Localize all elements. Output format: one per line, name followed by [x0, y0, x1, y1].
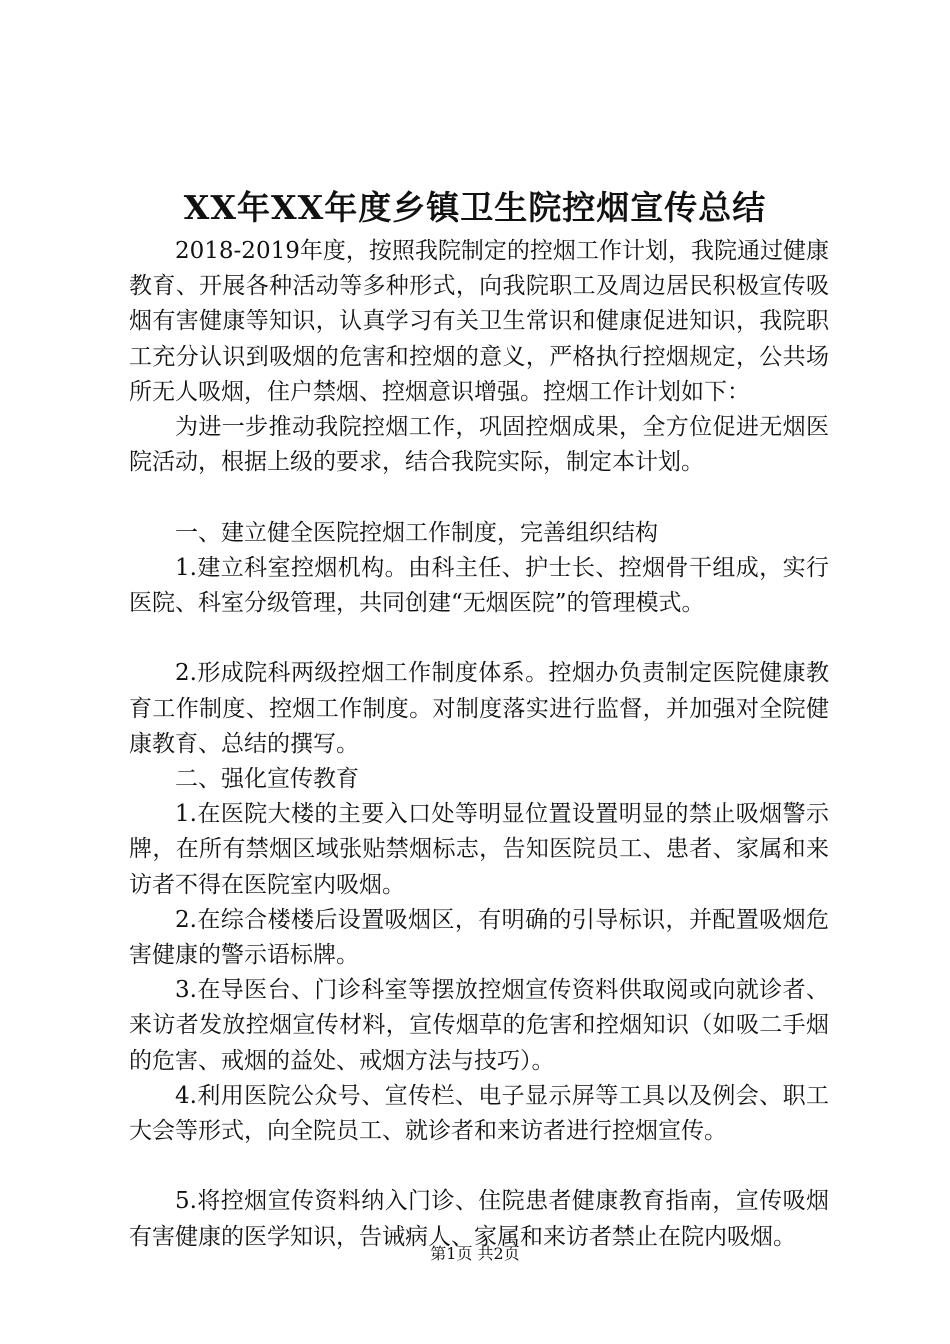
- list-item-2-4: 4.利用医院公众号、宣传栏、电子显示屏等工具以及例会、职工大会等形式，向全院员工、就诊者和来访者进行控烟宣传。: [129, 1082, 829, 1145]
- list-item-1-2: 2.形成院科两级控烟工作制度体系。控烟办负责制定医院健康教育工作制度、控烟工作制度。对制度落实进行监督，并加强对全院健康教育、总结的撰写。: [129, 660, 829, 757]
- paragraph-intro: 2018-2019年度，按照我院制定的控烟工作计划，我院通过健康教育、开展各种活动等多种形式，向我院职工及周边居民积极宣传吸烟有害健康等知识，认真学习有关卫生常识和健康促进知识，我院职工充分认识到吸烟的危害和控烟的意义，严格执行控烟规定，公共场所无人吸烟，住户禁烟、控烟意识增强。控烟工作计划如下：: [129, 238, 829, 405]
- page-number-footer: 第1页 共2页: [430, 1244, 520, 1263]
- paragraph-plan-purpose: 为进一步推动我院控烟工作，巩固控烟成果，全方位促进无烟医院活动，根据上级的要求，结合我院实际，制定本计划。: [129, 414, 829, 476]
- paragraph-gap: [129, 480, 829, 515]
- list-item-1-1: 1.建立科室控烟机构。由科主任、护士长、控烟骨干组成，实行医院、科室分级管理，共同创建“无烟医院”的管理模式。: [129, 554, 829, 617]
- list-item-2-1: 1.在医院大楼的主要入口处等明显位置设置明显的禁止吸烟警示牌，在所有禁烟区域张贴禁烟标志，告知医院员工、患者、家属和来访者不得在医院室内吸烟。: [129, 801, 829, 898]
- paragraph-gap: [129, 1149, 829, 1184]
- section-heading-2: 二、强化宣传教育: [175, 766, 359, 793]
- document-title: XX年XX年度乡镇卫生院控烟宣传总结: [183, 188, 767, 227]
- paragraph-gap: [129, 621, 829, 656]
- list-item-2-3: 3.在导医台、门诊科室等摆放控烟宣传资料供取阅或向就诊者、来访者发放控烟宣传材料，宣传烟草的危害和控烟知识（如吸二手烟的危害、戒烟的益处、戒烟方法与技巧）。: [129, 977, 829, 1074]
- list-item-2-2: 2.在综合楼楼后设置吸烟区，有明确的引导标识，并配置吸烟危害健康的警示语标牌。: [129, 906, 829, 969]
- section-heading-1: 一、建立健全医院控烟工作制度，完善组织结构: [175, 519, 658, 546]
- document-body: [129, 234, 829, 1255]
- list-item-2-5: 5.将控烟宣传资料纳入门诊、住院患者健康教育指南，宣传吸烟有害健康的医学知识，告诫病人、家属和来访者禁止在院内吸烟。: [129, 1188, 829, 1250]
